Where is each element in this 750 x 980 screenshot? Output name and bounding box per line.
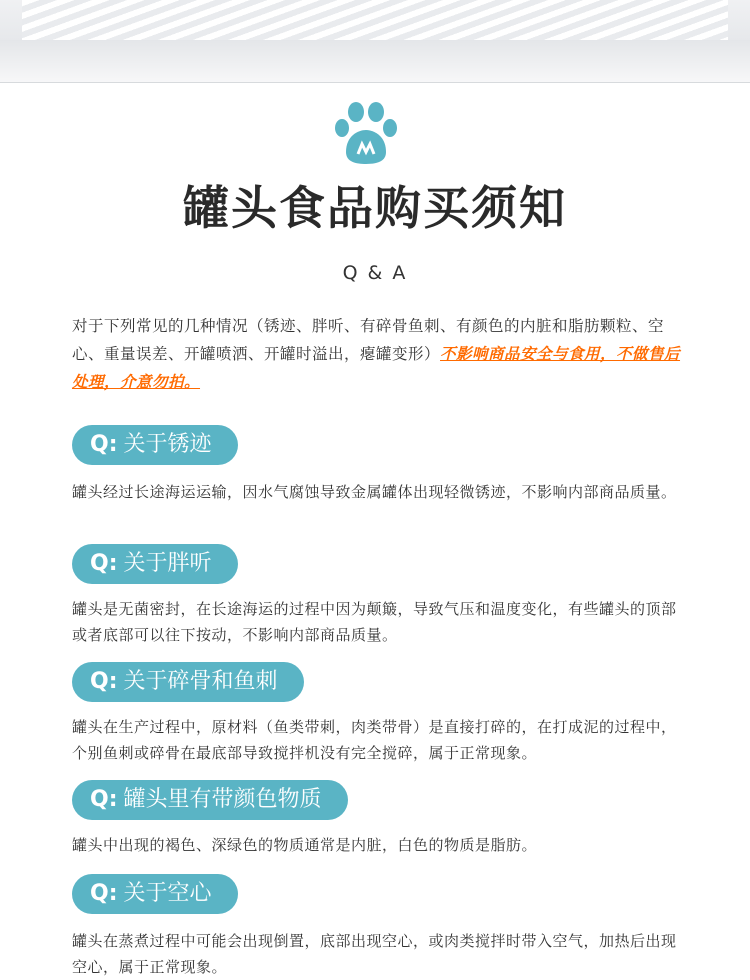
answer-hollow: 罐头在蒸煮过程中可能会出现倒置，底部出现空心，或肉类搅拌时带入空气，加热后出现空心，属于正常现象。 xyxy=(72,932,677,976)
q-label: Q: xyxy=(90,551,118,576)
question-title: 关于空心 xyxy=(123,881,212,906)
answer-swelling: 罐头是无菌密封，在长途海运的过程中因为颠簸，导致气压和温度变化，有些罐头的顶部或者底部可以往下按动，不影响内部商品质量。 xyxy=(72,600,677,644)
q-label: Q: xyxy=(90,881,118,906)
answer-rust: 罐头经过长途海运运输，因水气腐蚀导致金属罐体出现轻微锈迹，不影响内部商品质量。 xyxy=(72,483,677,501)
question-title: 罐头里有带颜色物质 xyxy=(123,787,322,812)
question-title: 关于碎骨和鱼刺 xyxy=(123,669,278,694)
question-pill-rust xyxy=(72,425,238,465)
top-banner-image xyxy=(22,0,728,42)
q-label: Q: xyxy=(90,669,118,694)
page-subtitle: Q & A xyxy=(342,262,408,284)
paw-icon xyxy=(328,100,404,166)
intro-text: 对于下列常见的几种情况（锈迹、胖听、有碎骨鱼刺、有颜色的内脏和脂肪颗粒、空心、重量误差、开罐喷洒、开罐时溢出，瘪罐变形） xyxy=(72,317,665,363)
question-pill-swelling xyxy=(72,544,238,584)
intro-warning: 不影响商品安全与食用，不做售后处理，介意勿拍。 xyxy=(72,345,681,391)
intro-paragraph xyxy=(72,312,682,396)
q-label: Q: xyxy=(90,787,118,812)
question-pill-bones xyxy=(72,662,304,702)
question-title: 关于锈迹 xyxy=(123,432,212,457)
question-pill-colored xyxy=(72,780,348,820)
question-pill-hollow xyxy=(72,874,238,914)
top-ledge xyxy=(0,40,750,83)
question-title: 关于胖听 xyxy=(123,551,212,576)
answer-colored: 罐头中出现的褐色、深绿色的物质通常是内脏，白色的物质是脂肪。 xyxy=(72,836,538,854)
q-label: Q: xyxy=(90,432,118,457)
top-frame xyxy=(0,0,750,82)
page-title: 罐头食品购买须知 xyxy=(183,181,567,235)
answer-bones: 罐头在生产过程中，原材料（鱼类带刺，肉类带骨）是直接打碎的，在打成泥的过程中，个别鱼刺或碎骨在最底部导致搅拌机没有完全搅碎，属于正常现象。 xyxy=(72,718,677,762)
